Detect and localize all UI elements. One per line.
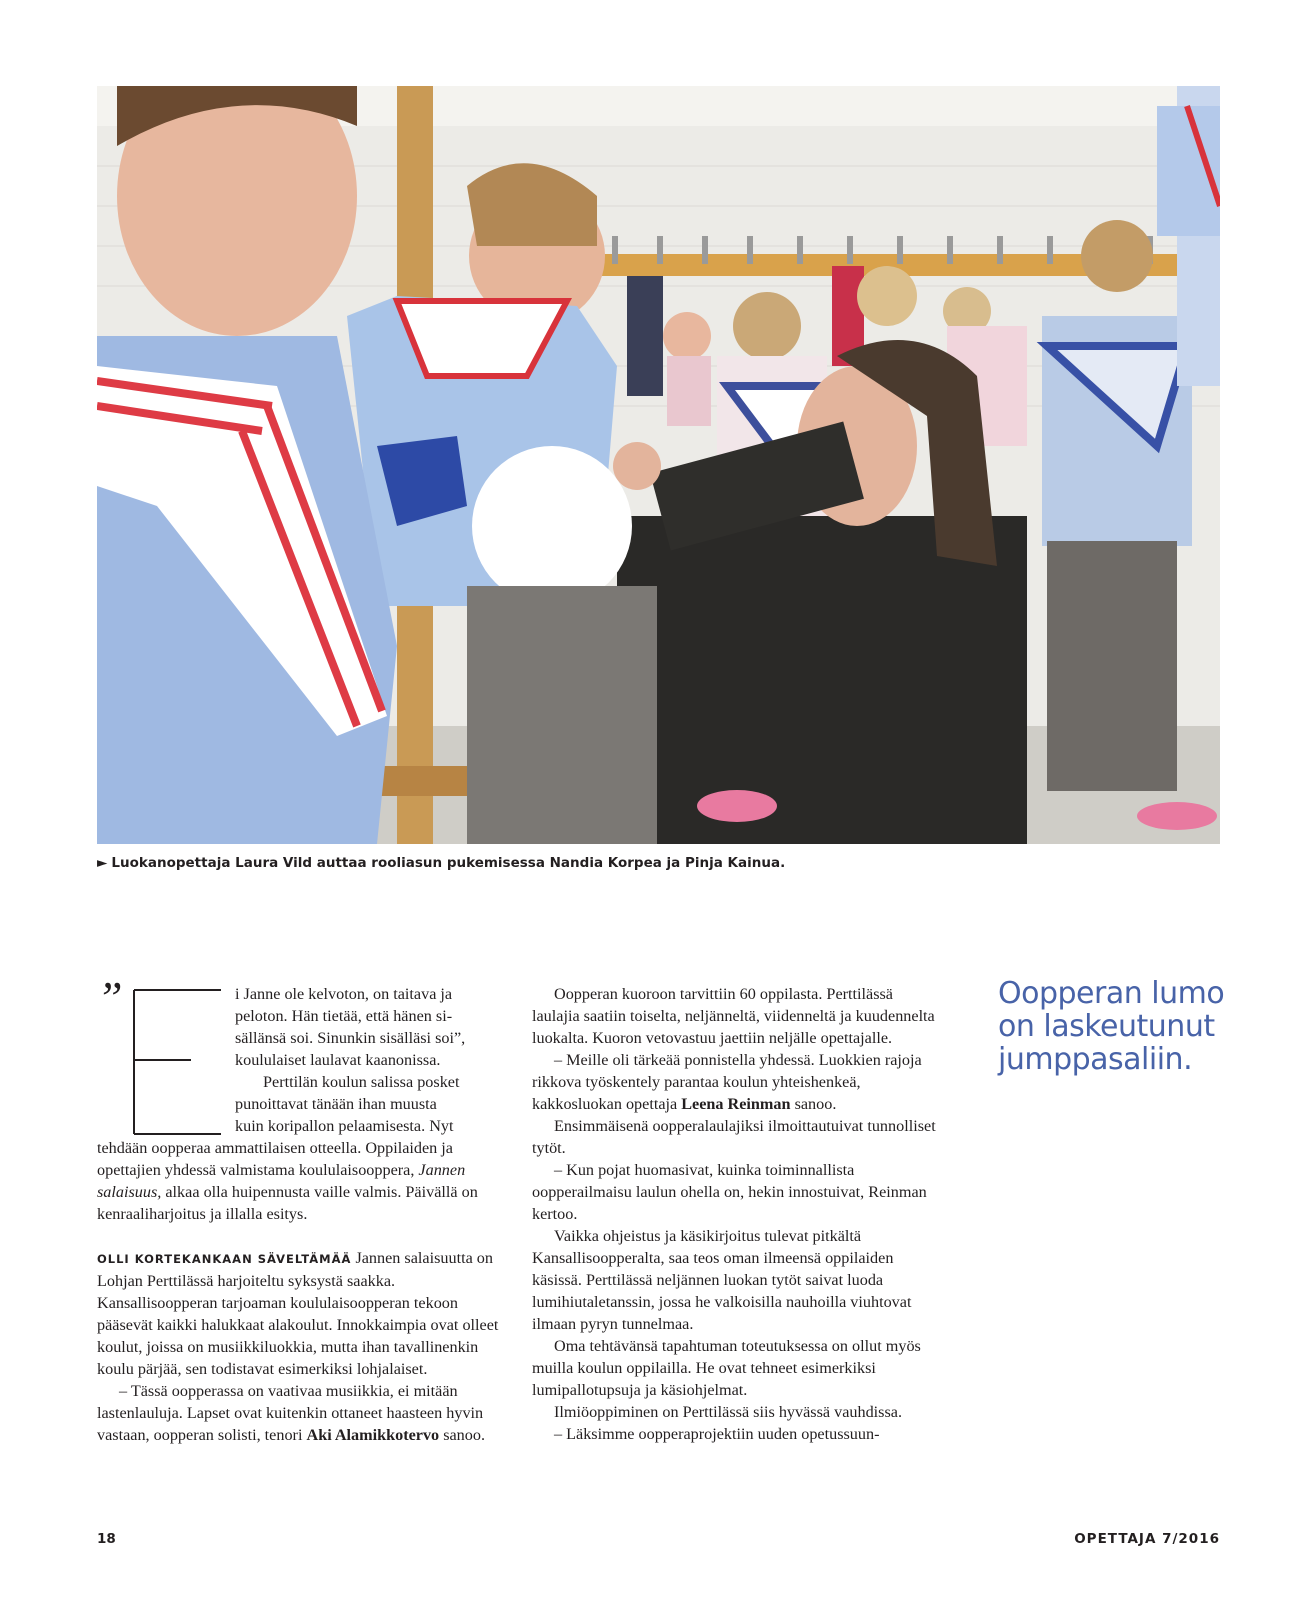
publication-issue: OPETTAJA 7/2016 <box>1074 1531 1220 1547</box>
body-paragraph: – Meille oli tärkeää ponnistella yhdessä. Luokkien rajoja rikkova työskentely parantaa koulun yhteishenkeä, kakkosluokan opettaja Leena Reinman sanoo. <box>532 1051 922 1113</box>
body-paragraph: OLLI KORTEKANKAAN SÄVELTÄMÄÄ Jannen salaisuutta on Lohjan Perttilässä harjoiteltu syksystä saakka. Kansallisoopperan tarjoaman koululaisoopperan tekoon pääsevät kaikki halukkaat alakoulut. Innokkaimpia ovat olleet koulut, joissa on musiikkiluokkia, mutta ihan tavallinenkin koulu pärjää, sen todistavat esimerkiksi lohjalaiset. <box>97 1249 499 1378</box>
body-paragraph: Ensimmäisenä oopperalaulajiksi ilmoittautuivat tunnolliset tytöt. <box>532 1117 936 1157</box>
photo-illustration <box>97 86 1220 844</box>
caption-arrow-icon: ► <box>97 855 108 871</box>
body-paragraph: Oopperan kuoroon tarvittiin 60 oppilasta. Perttilässä laulajia saatiin toiselta, neljänneltä, viidenneltä ja kuudennelta luokalta. Kuoron vetovastuu jaettiin neljälle opettajalle. <box>532 985 935 1047</box>
lead-paragraph <box>235 983 508 1137</box>
person-name: Aki Alamikkotervo <box>306 1426 440 1444</box>
page-number: 18 <box>97 1531 116 1547</box>
lead-line: Perttilän koulun salissa posket <box>263 1073 460 1091</box>
lead-line: peloton. Hän tietää, että hänen si- <box>235 1007 453 1025</box>
lead-paragraph-continued: tehdään oopperaa ammattilaisen otteella. Oppilaiden ja opettajien yhdessä valmistama koululaisooppera, Jannen salaisuus, alkaa olla huipennusta vaille valmis. Päivällä on kenraaliharjoitus ja illalla esitys. <box>97 1139 478 1223</box>
pull-quote: Oopperan lumo on laskeutunut jumppasaliin. <box>998 976 1225 1077</box>
caption-text: Luokanopettaja Laura Vild auttaa rooliasun pukemisessa Nandia Korpea ja Pinja Kainua. <box>111 855 786 871</box>
lead-line: punoittavat tänään ihan muusta <box>235 1095 437 1113</box>
article-column-1 <box>97 972 508 1446</box>
body-paragraph: Ilmiöoppiminen on Perttilässä siis hyvässä vauhdissa. <box>554 1403 902 1421</box>
body-paragraph: Oma tehtävänsä tapahtuman toteutuksessa on ollut myös muilla koulun oppilailla. He ovat tehneet esimerkiksi lumipallotupsuja ja käsiohjelmat. <box>532 1337 921 1399</box>
article-column-2 <box>532 983 944 1445</box>
body-paragraph: – Läksimme oopperaprojektiin uuden opetussuun- <box>554 1425 880 1443</box>
lead-block <box>97 972 508 1137</box>
lead-line: koululaiset laulavat kaanonissa. <box>235 1051 441 1069</box>
photo-caption <box>97 855 1220 871</box>
body-paragraph: – Kun pojat huomasivat, kuinka toiminnallista oopperailmaisu laulun ohella on, hekin innostuivat, Reinman kertoo. <box>532 1161 927 1223</box>
lead-in: OLLI KORTEKANKAAN SÄVELTÄMÄÄ <box>97 1252 352 1266</box>
opening-quote-mark: ” <box>97 972 123 1023</box>
lead-line: kuin koripallon pelaamisesta. Nyt <box>235 1117 454 1135</box>
body-paragraph: Vaikka ohjeistus ja käsikirjoitus tulevat pitkältä Kansallisoopperalta, saa teos oman ilmeensä oppilaiden käsissä. Perttilässä neljännen luokan tytöt saivat luoda lumihiutaletanssin, jossa he valkoisilla nauhoilla viuhtovat ilmaan pyryn tunnelmaa. <box>532 1227 912 1333</box>
drop-cap <box>131 988 221 1136</box>
opera-title: Jannen salaisuus, <box>97 1161 466 1201</box>
person-name: Leena Reinman <box>681 1095 791 1113</box>
body-paragraph: – Tässä oopperassa on vaativaa musiikkia, ei mitään lastenlauluja. Lapset ovat kuitenkin ottaneet haasteen hyvin vastaan, oopperan solisti, tenori Aki Alamikkotervo sanoo. <box>97 1382 486 1444</box>
lead-line: sällänsä soi. Sinunkin sisälläsi soi”, <box>235 1029 466 1047</box>
article-photo <box>97 86 1220 844</box>
lead-line: i Janne ole kelvoton, on taitava ja <box>235 985 453 1003</box>
